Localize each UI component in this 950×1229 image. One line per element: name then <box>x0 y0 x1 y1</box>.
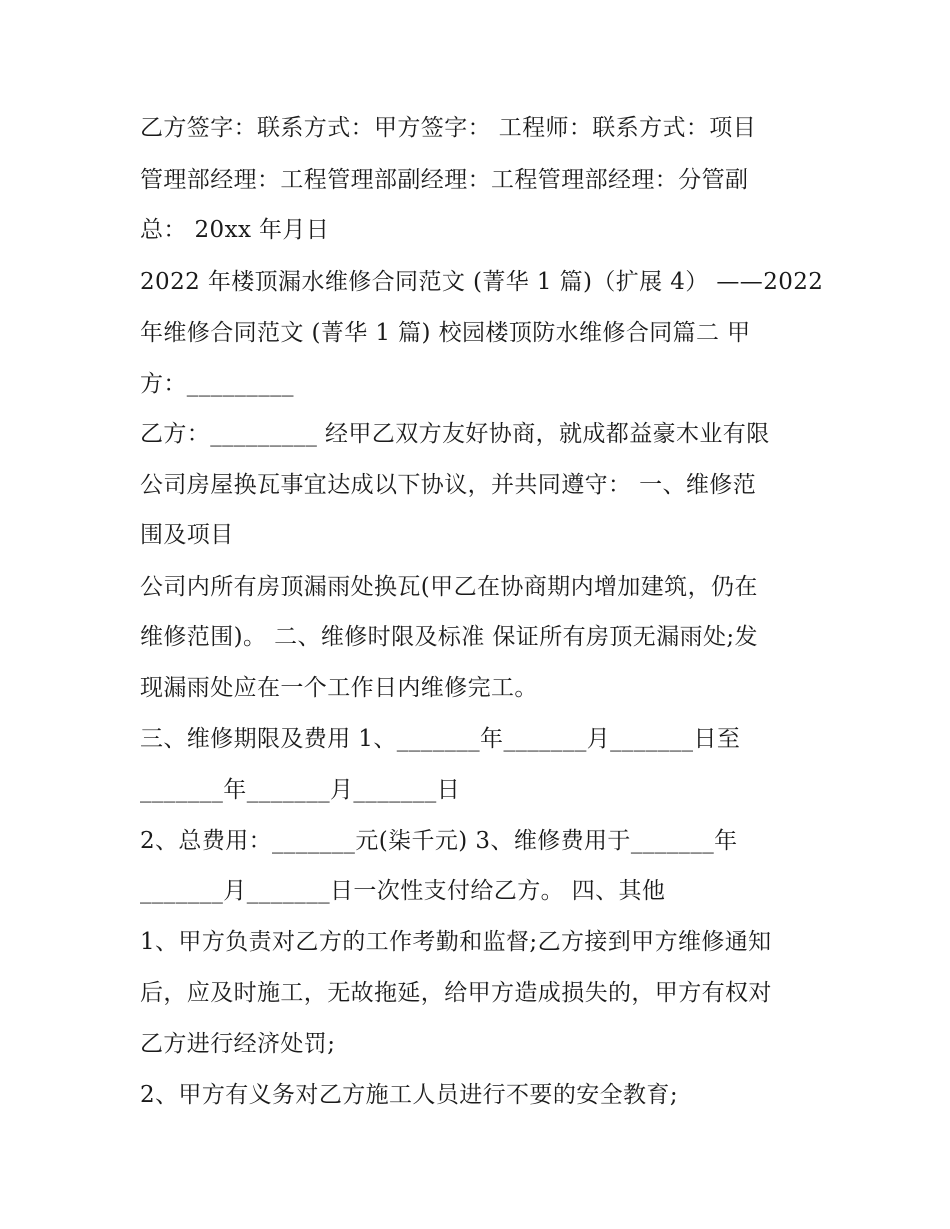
text-line: 乙方进行经济处罚; <box>140 1031 336 1057</box>
text-line: 后，应及时施工，无故拖延，给甲方造成损失的，甲方有权对 <box>140 980 772 1006</box>
text-line: 2、总费用：_______元(柒千元) 3、维修费用于_______年 <box>140 828 738 854</box>
text-line: 2、甲方有义务对乙方施工人员进行不要的安全教育; <box>140 1082 678 1108</box>
text-line: _______月_______日一次性支付给乙方。 四、其他 <box>140 878 666 904</box>
text-line: 公司房屋换瓦事宜达成以下协议，并共同遵守： 一、维修范 <box>140 472 757 498</box>
text-line: 2022 年楼顶漏水维修合同范文 (菁华 1 篇)（扩展 4） ——2022 <box>140 269 824 295</box>
text-line: 围及项目 <box>140 522 234 548</box>
text-line: 总： 20xx 年月日 <box>140 217 330 243</box>
text-line: 现漏雨处应在一个工作日内维修完工。 <box>140 675 538 701</box>
text-line: 公司内所有房顶漏雨处换瓦(甲乙在协商期内增加建筑，仍在 <box>140 574 758 600</box>
text-line: 1、甲方负责对乙方的工作考勤和监督;乙方接到甲方维修通知 <box>140 929 772 955</box>
text-line: 三、维修期限及费用 1、_______年_______月_______日至 <box>140 726 741 752</box>
text-line: 年维修合同范文 (菁华 1 篇) 校园楼顶防水维修合同篇二 甲 <box>140 320 751 346</box>
text-line: 维修范围)。 二、维修时限及标准 保证所有房顶无漏雨处;发 <box>140 624 758 650</box>
text-line: 乙方：_________ 经甲乙双方友好协商，就成都益豪木业有限 <box>140 421 770 447</box>
text-line: 方：_________ <box>140 371 294 397</box>
text-line: _______年_______月_______日 <box>140 777 461 803</box>
text-line: 管理部经理：工程管理部副经理：工程管理部经理：分管副 <box>140 167 749 193</box>
text-line: 乙方签字：联系方式：甲方签字： 工程师：联系方式：项目 <box>140 115 757 141</box>
